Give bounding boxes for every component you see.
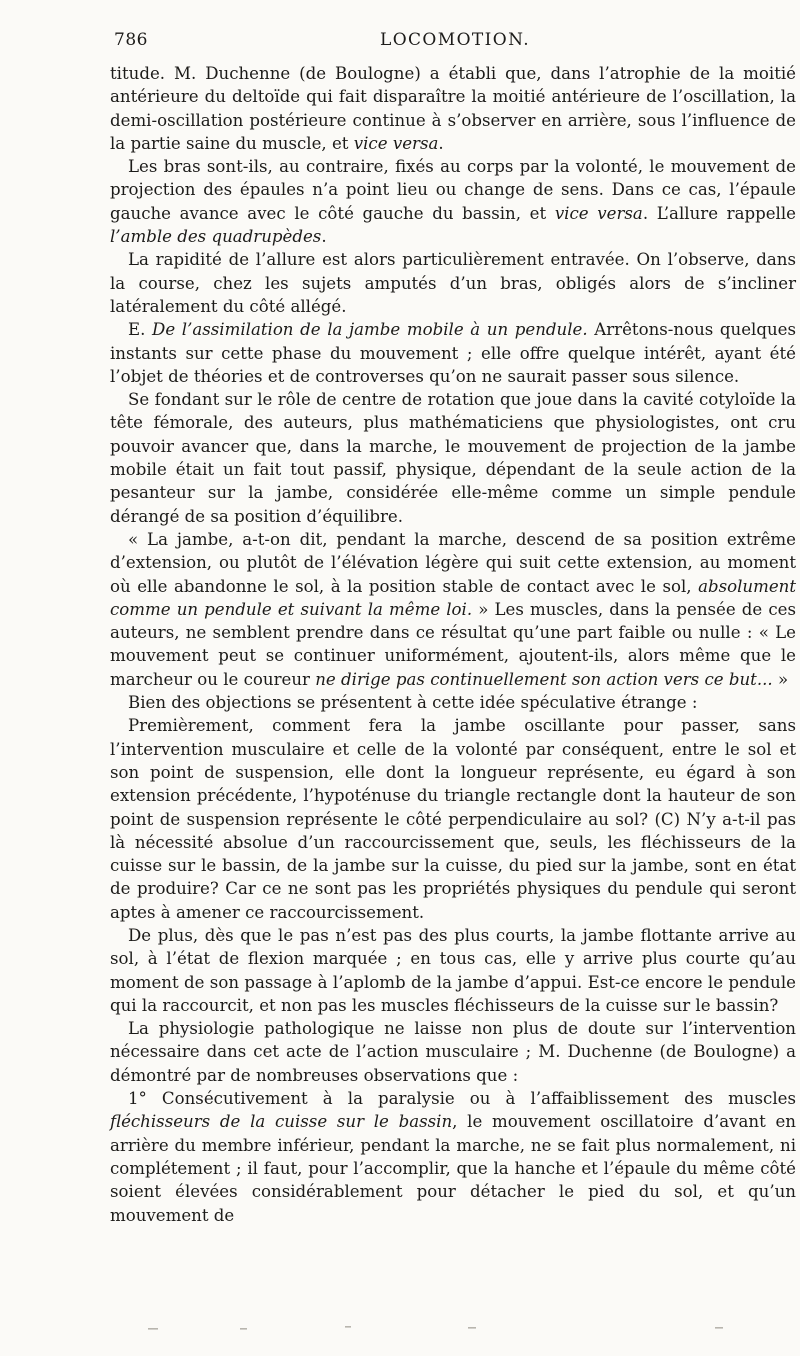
paragraph	[110, 924, 796, 1017]
italic-run: vice versa	[554, 203, 643, 223]
text-run: . L’allure rappelle	[642, 203, 796, 223]
text-run: , le mouvement oscillatoire d’avant en arrière du membre inférieur, pendant la marche, ne se fait plus normalement, ni complétement ; il faut, pour l’accomplir, que la hanche et l’épaule du même côté soient élevées considérablement pour détacher le pied du sol, et qu’un mouvement de	[110, 1112, 796, 1225]
text-run: 1° Consécutivement à la paralysie ou à l’affaiblissement des muscles	[128, 1089, 796, 1109]
text-run: Arrêtons-nous quelques instants sur cette phase du mouvement ; elle offre quelque intérêt, ayant été l’objet de théories et de controverses qu’on ne saurait passer sous silence.	[110, 320, 796, 386]
text-run: .	[438, 133, 444, 153]
paragraph	[110, 714, 796, 924]
text-run: Se fondant sur le rôle de centre de rotation que joue dans la cavité cotyloïde la tête fémorale, des auteurs, plus mathématiciens que physiologistes, ont cru pouvoir avancer que, dans la marche, le mouvement de projection de la jambe mobile était un fait tout passif, physique, dépendant de la seule action de la pesanteur sur la jambe, considérée elle-même comme un simple pendule dérangé de sa position d’équilibre.	[110, 390, 796, 526]
scan-specks	[0, 1310, 800, 1350]
text-run: La rapidité de l’allure est alors particulièrement entravée. On l’observe, dans la course, chez les sujets amputés d’un bras, obligés alors de s’incliner latéralement du côté allégé.	[110, 250, 796, 316]
italic-run: l’amble des quadrupèdes	[110, 227, 322, 247]
italic-run: vice versa	[353, 133, 439, 153]
text-run: Les bras sont-ils, au contraire, fixés au corps par la volonté, le mouvement de projection des épaules n’a point lieu ou change de sens. Dans ce cas, l’épaule gauche avance avec le côté gauche du bassin, et	[110, 157, 796, 223]
paragraph	[110, 388, 796, 528]
text-run: Bien des objections se présentent à cette idée spéculative étrange :	[128, 693, 698, 713]
paragraph	[110, 691, 796, 714]
paragraph	[110, 318, 796, 388]
italic-run: De l’assimilation de la jambe mobile à un pendule.	[152, 320, 588, 340]
book-page	[110, 22, 796, 1227]
paragraph	[110, 155, 796, 248]
paragraph	[110, 528, 796, 691]
running-header	[110, 22, 796, 62]
paragraph	[110, 62, 796, 155]
paragraph	[110, 248, 796, 318]
text-run: E.	[128, 320, 153, 340]
paragraph	[110, 1087, 796, 1227]
text-run: De plus, dès que le pas n’est pas des plus courts, la jambe flottante arrive au sol, à l’état de flexion marquée ; en tous cas, elle y arrive plus courte qu’au moment de son passage à l’aplomb de la jambe d’appui. Est-ce encore le pendule qui la raccourcit, et non pas les muscles fléchisseurs de la cuisse sur le bassin?	[110, 925, 796, 1015]
body-text	[110, 62, 796, 1227]
text-run: La physiologie pathologique ne laisse non plus de doute sur l’intervention nécessaire dans cet acte de l’action musculaire ; M. Duchenne (de Boulogne) a démontré par de nombreuses observations que :	[110, 1019, 796, 1085]
text-run: .	[321, 227, 327, 247]
text-run: Premièrement, comment fera la jambe oscillante pour passer, sans l’intervention musculaire et celle de la volonté par conséquent, entre le sol et son point de suspension, elle dont la longueur représente, eu égard à son extension précédente, l’hypoténuse du triangle rectangle dont la hauteur de son point de suspension représente le côté perpendiculaire au sol? (C) N’y a-t-il pas là nécessité absolue d’un raccourcissement que, seuls, les fléchisseurs de la cuisse sur le bassin, de la jambe sur la cuisse, du pied sur la jambe, sont en état de produire? Car ce ne sont pas les propriétés physiques du pendule qui seront aptes à amener ce raccourcissement.	[110, 716, 796, 922]
text-run: » Les muscles, dans la pensée de ces auteurs, ne semblent prendre dans ce résultat qu’une part faible ou nulle : « Le mouvement peut se continuer uniformément, ajoutent-ils, alors même que le marcheur ou le coureur	[110, 599, 796, 689]
italic-run: fléchisseurs de la cuisse sur le bassin	[110, 1112, 453, 1132]
running-title: LOCOMOTION.	[380, 30, 531, 50]
paragraph	[110, 1017, 796, 1087]
text-run: « La jambe, a-t-on dit, pendant la marche, descend de sa position extrême d’extension, ou plutôt de l’élévation légère qui suit cette extension, au moment où elle abandonne le sol, à la position stable de contact avec le sol,	[110, 529, 796, 596]
italic-run: absolument comme un pendule et suivant la même loi.	[110, 576, 796, 619]
text-run: »	[772, 669, 789, 689]
text-run: titude. M. Duchenne (de Boulogne) a établi que, dans l’atrophie de la moitié antérieure du deltoïde qui fait disparaître la moitié antérieure de l’oscillation, la demi-oscillation postérieure continue à s’observer en arrière, sous l’influence de la partie saine du muscle, et	[110, 64, 796, 153]
page-number: 786	[114, 30, 148, 50]
italic-run: ne dirige pas continuellement son action vers ce but...	[315, 669, 773, 689]
